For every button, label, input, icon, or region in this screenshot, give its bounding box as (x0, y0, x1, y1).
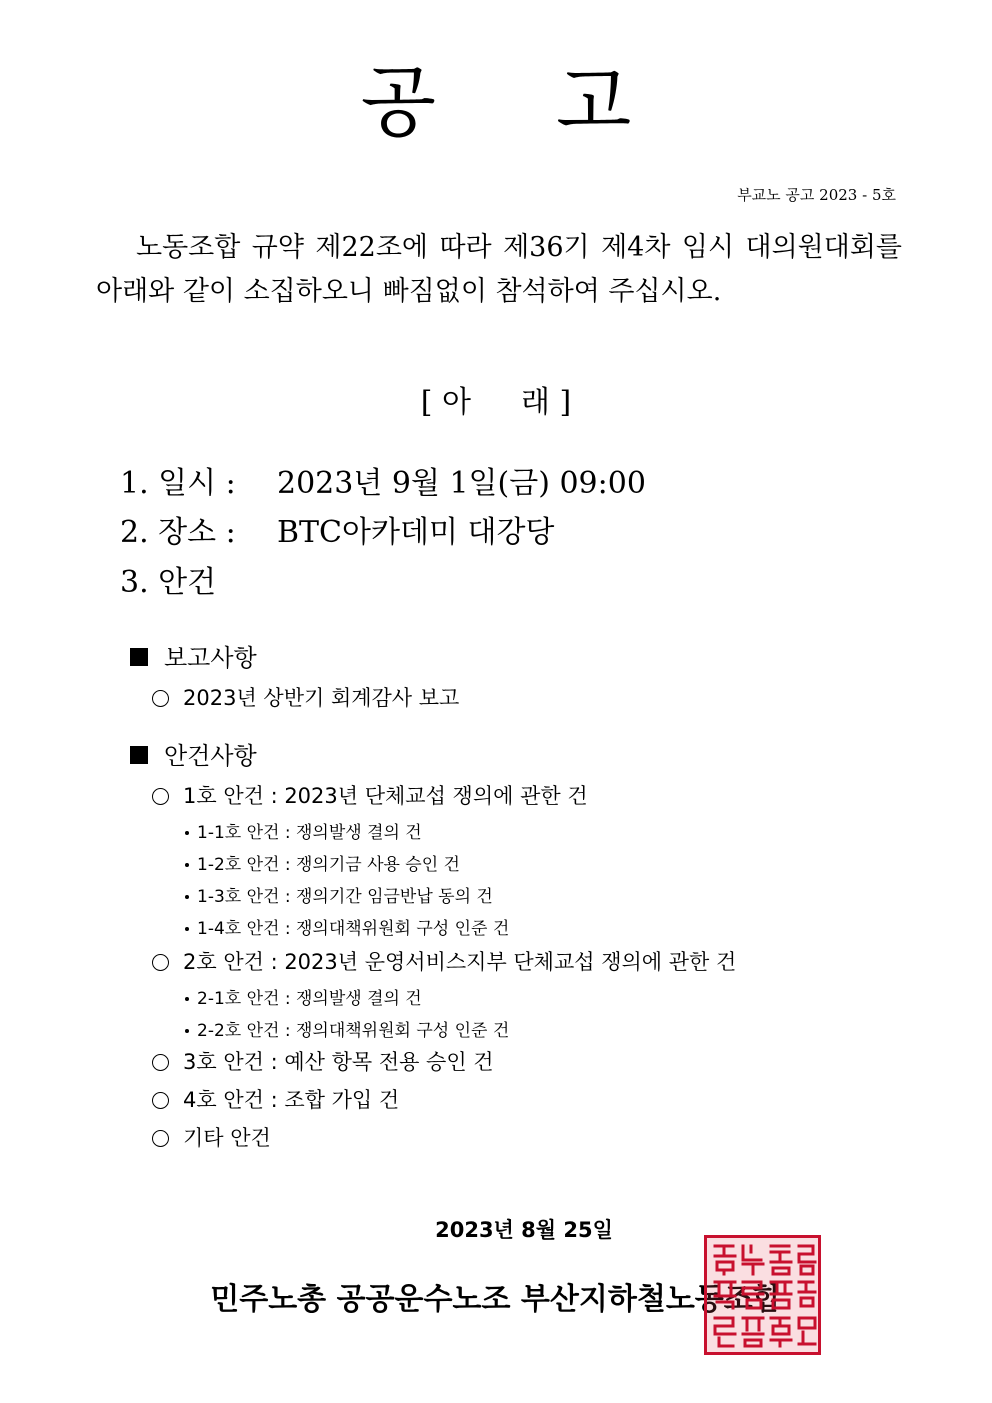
agenda-sub-item: 1-4호 안건 : 쟁의대책위원회 구성 인준 건 (185, 914, 509, 939)
report-section-title: 보고사항 (130, 638, 257, 673)
bullet-dot-icon (185, 997, 189, 1001)
detail-label: 2. 장소 : (120, 515, 236, 550)
document-number: 부교노 공고 2023 - 5호 (737, 186, 896, 204)
announcement-date: 2023년 8월 25일 (435, 1218, 613, 1242)
page-title (0, 40, 992, 152)
agenda-item-3: 3호 안건 : 예산 항목 전용 승인 건 (152, 1046, 494, 1076)
agenda-item-1: 1호 안건 : 2023년 단체교섭 쟁의에 관한 건 (152, 780, 588, 810)
detail-value: 2023년 9월 1일(금) 09:00 (277, 466, 646, 501)
detail-datetime (120, 458, 646, 502)
bullet-dot-icon (185, 863, 189, 867)
official-seal-stamp (704, 1235, 821, 1355)
agenda-sub-item: 2-1호 안건 : 쟁의발생 결의 건 (185, 984, 422, 1009)
detail-value: BTC아카데미 대강당 (277, 515, 555, 550)
agenda-sub-item: 2-2호 안건 : 쟁의대책위원회 구성 인준 건 (185, 1016, 509, 1041)
title-char-right: 고 (556, 58, 632, 148)
circle-bullet-icon (152, 788, 169, 805)
title-char-left: 공 (360, 58, 436, 148)
circle-bullet-icon (152, 1130, 169, 1147)
arae-heading (0, 377, 992, 421)
circle-bullet-icon (152, 954, 169, 971)
seal-glyphs (707, 1238, 818, 1352)
agenda-sub-item: 1-1호 안건 : 쟁의발생 결의 건 (185, 818, 422, 843)
agenda-item-2: 2호 안건 : 2023년 운영서비스지부 단체교섭 쟁의에 관한 건 (152, 946, 736, 976)
arae-open: [ 아 (420, 385, 471, 420)
detail-agenda (120, 557, 216, 601)
agenda-item-4: 4호 안건 : 조합 가입 건 (152, 1084, 399, 1114)
detail-label: 3. 안건 (120, 565, 217, 600)
intro-paragraph (96, 226, 902, 314)
detail-label: 1. 일시 : (120, 466, 236, 501)
agenda-item-other: 기타 안건 (152, 1122, 271, 1152)
arae-close: 래 ] (521, 385, 572, 420)
intro-text: 노동조합 규약 제22조에 따라 제36기 제4차 임시 대의원대회를 아래와 같이 소집하오니 빠짐없이 참석하여 주십시오. (96, 232, 902, 307)
agenda-sub-item: 1-2호 안건 : 쟁의기금 사용 승인 건 (185, 850, 460, 875)
bullet-dot-icon (185, 831, 189, 835)
circle-bullet-icon (152, 690, 169, 707)
black-square-icon (130, 648, 148, 666)
circle-bullet-icon (152, 1092, 169, 1109)
circle-bullet-icon (152, 1054, 169, 1071)
report-item: 2023년 상반기 회계감사 보고 (152, 682, 459, 712)
detail-location (120, 507, 554, 551)
agenda-sub-item: 1-3호 안건 : 쟁의기간 임금반납 동의 건 (185, 882, 493, 907)
agenda-section-title: 안건사항 (130, 736, 257, 771)
bullet-dot-icon (185, 927, 189, 931)
bullet-dot-icon (185, 1029, 189, 1033)
black-square-icon (130, 746, 148, 764)
organization-name: 민주노총 공공운수노조 부산지하철노동조합 (210, 1282, 782, 1317)
bullet-dot-icon (185, 895, 189, 899)
